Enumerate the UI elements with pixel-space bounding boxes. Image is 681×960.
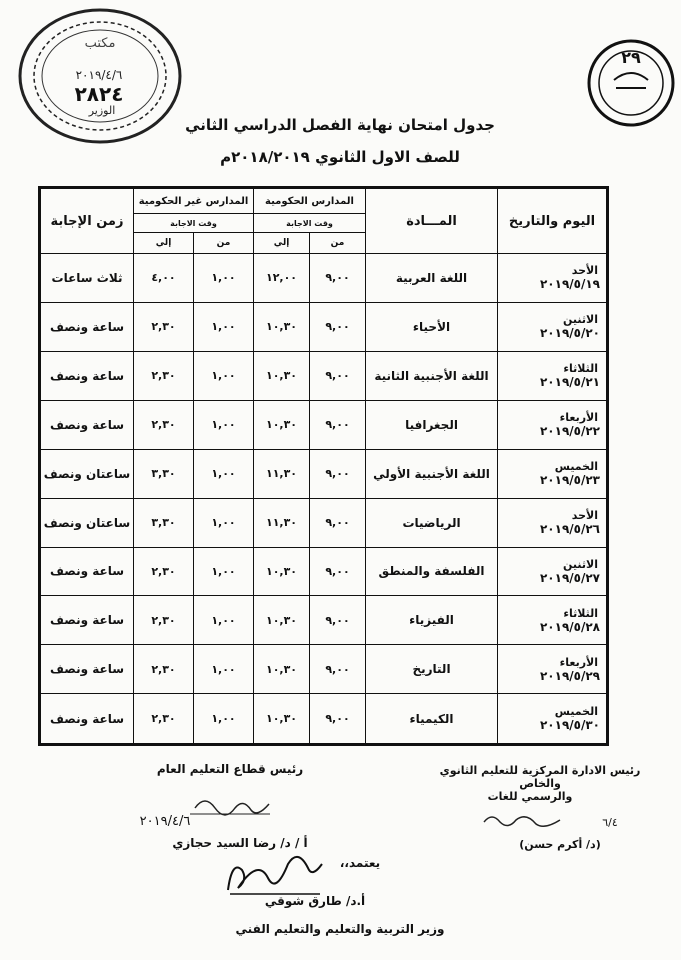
table-row <box>40 694 608 745</box>
table-row <box>40 400 608 449</box>
left-signature-date: ٢٠١٩/٤/٦ <box>139 814 191 829</box>
subject-cell: التاريخ <box>366 645 498 694</box>
gov-from-cell: ٩,٠٠ <box>310 351 366 400</box>
nongov-to-cell: ٢,٣٠ <box>134 547 194 596</box>
subject-cell: الفلسفة والمنطق <box>366 547 498 596</box>
subject-cell: الكيمياء <box>366 694 498 745</box>
gov-to-cell: ١٠,٣٠ <box>254 694 310 745</box>
gov-from-cell: ٩,٠٠ <box>310 694 366 745</box>
day-name: الأحد <box>571 264 599 278</box>
exam-date: ٢٠١٩/٥/٢١ <box>539 375 601 390</box>
nongov-from-cell: ١,٠٠ <box>194 254 254 303</box>
header-day-date: اليوم والتاريخ <box>498 188 608 254</box>
day-date-cell <box>498 694 608 745</box>
header-gov-answer-time: وقت الاجابة <box>254 214 366 233</box>
header-subject: المـــادة <box>366 188 498 254</box>
right-signatory-title: رئيس الادارة المركزية للتعليم الثانوي والخاص <box>439 764 641 790</box>
table-row <box>40 302 608 351</box>
gov-from-cell: ٩,٠٠ <box>310 498 366 547</box>
exam-date: ٢٠١٩/٥/٣٠ <box>539 718 601 733</box>
nongov-from-cell: ١,٠٠ <box>194 596 254 645</box>
day-name: الاثنين <box>563 313 599 327</box>
gov-to-cell: ١٠,٣٠ <box>254 547 310 596</box>
nongov-to-cell: ٤,٠٠ <box>134 254 194 303</box>
header-answer-duration: زمن الإجابة <box>40 188 134 254</box>
gov-to-cell: ١٠,٣٠ <box>254 302 310 351</box>
stamp-label: الوزير <box>88 104 116 117</box>
nongov-to-cell: ٢,٣٠ <box>134 596 194 645</box>
subject-cell: اللغة الأجنبية الثانية <box>366 351 498 400</box>
gov-to-cell: ١١,٣٠ <box>254 498 310 547</box>
minister-title: وزير التربية والتعليم والتعليم الفني <box>235 922 445 936</box>
day-date-cell <box>498 498 608 547</box>
gov-to-cell: ١٠,٣٠ <box>254 351 310 400</box>
gov-from-cell: ٩,٠٠ <box>310 302 366 351</box>
day-name: الثلاثاء <box>563 362 599 376</box>
minister-signature <box>220 850 330 900</box>
gov-from-cell: ٩,٠٠ <box>310 547 366 596</box>
nongov-to-cell: ٢,٣٠ <box>134 351 194 400</box>
left-signatory-title: رئيس قطاع التعليم العام <box>156 762 304 776</box>
gov-to-cell: ١٢,٠٠ <box>254 254 310 303</box>
minister-name: أ.د/ طارق شوقي <box>264 894 366 908</box>
gov-from-cell: ٩,٠٠ <box>310 449 366 498</box>
header-nongov-from: من <box>194 233 254 254</box>
exam-date: ٢٠١٩/٥/٢٢ <box>539 424 601 439</box>
exam-date: ٢٠١٩/٥/٢٧ <box>539 570 601 585</box>
stamp-date: ٢٠١٩/٤/٦ <box>75 68 123 82</box>
nongov-from-cell: ١,٠٠ <box>194 400 254 449</box>
gov-from-cell: ٩,٠٠ <box>310 400 366 449</box>
day-date-cell <box>498 254 608 303</box>
ministry-seal <box>586 38 676 128</box>
stamp-title: مكتب <box>84 36 116 51</box>
exam-date: ٢٠١٩/٥/٢٩ <box>539 668 601 683</box>
day-date-cell <box>498 302 608 351</box>
right-signatory-name: (د/ أكرم حسن) <box>519 838 601 851</box>
table-row <box>40 596 608 645</box>
stamp-number: ٢٨٢٤ <box>74 82 124 106</box>
table-row <box>40 547 608 596</box>
page-title: جدول امتحان نهاية الفصل الدراسي الثاني <box>185 116 495 134</box>
day-name: الثلاثاء <box>563 606 599 620</box>
nongov-to-cell: ٢,٣٠ <box>134 400 194 449</box>
exam-date: ٢٠١٩/٥/٢٨ <box>539 619 601 634</box>
right-signatory-subtitle: والرسمي للغات <box>487 790 573 803</box>
nongov-to-cell: ٣,٣٠ <box>134 498 194 547</box>
duration-cell: ساعة ونصف <box>40 596 134 645</box>
header-nongov-to: إلي <box>134 233 194 254</box>
nongov-from-cell: ١,٠٠ <box>194 302 254 351</box>
subject-cell: اللغة الأجنبية الأولي <box>366 449 498 498</box>
day-date-cell <box>498 645 608 694</box>
right-signature-date: ٦/٤ <box>602 816 618 829</box>
right-signature <box>480 808 570 832</box>
subject-cell: الجغرافيا <box>366 400 498 449</box>
nongov-from-cell: ١,٠٠ <box>194 351 254 400</box>
duration-cell: ساعة ونصف <box>40 645 134 694</box>
nongov-from-cell: ١,٠٠ <box>194 449 254 498</box>
gov-from-cell: ٩,٠٠ <box>310 254 366 303</box>
duration-cell: ساعتان ونصف <box>40 498 134 547</box>
nongov-to-cell: ٢,٣٠ <box>134 302 194 351</box>
exam-date: ٢٠١٩/٥/٢٣ <box>539 473 601 488</box>
header-gov-schools: المدارس الحكومية <box>254 188 366 214</box>
duration-cell: ساعتان ونصف <box>40 449 134 498</box>
nongov-from-cell: ١,٠٠ <box>194 694 254 745</box>
duration-cell: ساعة ونصف <box>40 302 134 351</box>
subject-cell: الرياضيات <box>366 498 498 547</box>
duration-cell: ثلاث ساعات <box>40 254 134 303</box>
day-date-cell <box>498 449 608 498</box>
subject-cell: اللغة العربية <box>366 254 498 303</box>
gov-to-cell: ١١,٣٠ <box>254 449 310 498</box>
page-subtitle: للصف الاول الثانوي ٢٠١٨/٢٠١٩م <box>220 148 460 166</box>
subject-cell: الأحياء <box>366 302 498 351</box>
day-name: الأربعاء <box>559 655 599 669</box>
gov-from-cell: ٩,٠٠ <box>310 596 366 645</box>
day-date-cell <box>498 351 608 400</box>
duration-cell: ساعة ونصف <box>40 694 134 745</box>
table-row <box>40 351 608 400</box>
header-nongov-answer-time: وقت الاجابة <box>134 214 254 233</box>
subject-cell: الفيزياء <box>366 596 498 645</box>
header-gov-from: من <box>310 233 366 254</box>
nongov-from-cell: ١,٠٠ <box>194 645 254 694</box>
day-date-cell <box>498 547 608 596</box>
left-signatory-name: أ / د/ رضا السيد حجازي <box>172 836 308 850</box>
nongov-from-cell: ١,٠٠ <box>194 498 254 547</box>
exam-date: ٢٠١٩/٥/٢٠ <box>539 326 601 341</box>
gov-from-cell: ٩,٠٠ <box>310 645 366 694</box>
table-row <box>40 498 608 547</box>
nongov-to-cell: ٢,٣٠ <box>134 694 194 745</box>
header-nongov-schools: المدارس غير الحكومية <box>134 188 254 214</box>
table-row <box>40 645 608 694</box>
day-name: الأحد <box>571 509 599 523</box>
nongov-from-cell: ١,٠٠ <box>194 547 254 596</box>
nongov-to-cell: ٣,٣٠ <box>134 449 194 498</box>
table-row <box>40 254 608 303</box>
exam-schedule-table <box>38 186 609 746</box>
ministry-number: ٢٩ <box>621 48 641 67</box>
approval-label: يعتمد،، <box>339 856 381 870</box>
day-name: الخميس <box>554 460 599 474</box>
day-name: الخميس <box>554 705 599 719</box>
day-date-cell <box>498 400 608 449</box>
day-name: الاثنين <box>563 557 599 571</box>
day-date-cell <box>498 596 608 645</box>
gov-to-cell: ١٠,٣٠ <box>254 596 310 645</box>
exam-date: ٢٠١٩/٥/١٩ <box>539 277 601 292</box>
header-gov-to: إلي <box>254 233 310 254</box>
table-row <box>40 449 608 498</box>
duration-cell: ساعة ونصف <box>40 547 134 596</box>
duration-cell: ساعة ونصف <box>40 400 134 449</box>
gov-to-cell: ١٠,٣٠ <box>254 400 310 449</box>
day-name: الأربعاء <box>559 411 599 425</box>
duration-cell: ساعة ونصف <box>40 351 134 400</box>
gov-to-cell: ١٠,٣٠ <box>254 645 310 694</box>
exam-date: ٢٠١٩/٥/٢٦ <box>539 522 601 537</box>
nongov-to-cell: ٢,٣٠ <box>134 645 194 694</box>
